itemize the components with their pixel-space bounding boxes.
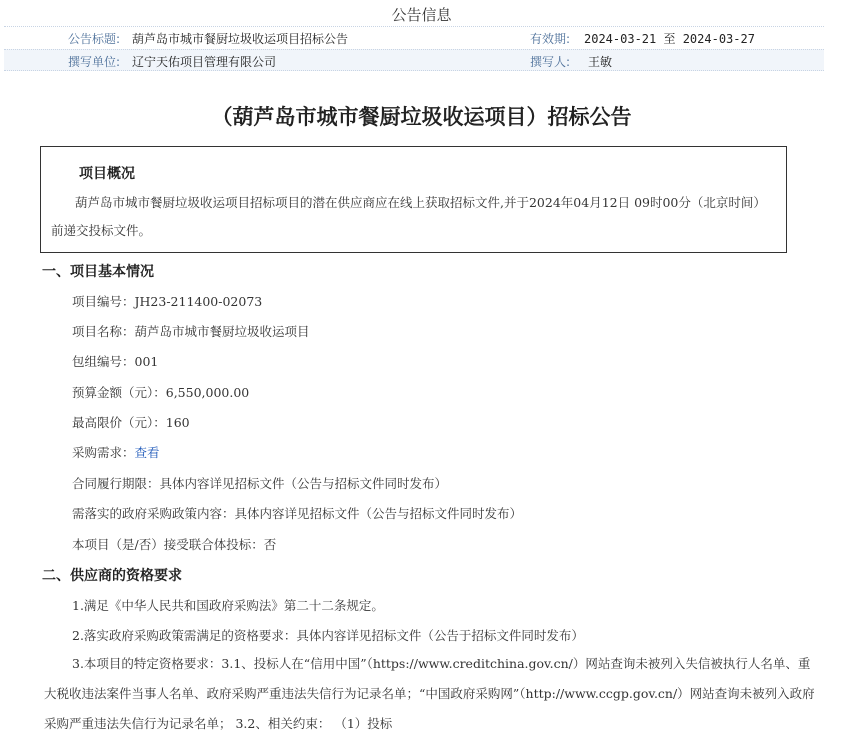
requirement-1: 1.满足《中华人民共和国政府采购法》第二十二条规定。	[72, 598, 384, 613]
budget-amount: 预算金额（元）：6,550,000.00	[72, 385, 250, 400]
contract-period: 合同履行期限：具体内容详见招标文件（公告与招标文件同时发布）	[72, 476, 448, 491]
author-value: 王敏	[588, 55, 613, 69]
requirement-2: 2.落实政府采购政策需满足的资格要求：具体内容详见招标文件（公告于招标文件同时发布）	[72, 628, 584, 643]
demand-view-link[interactable]: 查看	[134, 445, 160, 460]
info-row-author	[4, 49, 824, 71]
requirement-3: 3.本项目的特定资格要求：3.1、投标人在“信用中国”（https://www.creditchina.gov.cn/）网站查询未被列入失信被执行人名单、重大税收违法案件当事人名单、政府采购严重违法失信行为记录名单；“中国政府采购网”（http://www.ccgp.gov.cn/）网站查询未被列入政府采购严重违法失信行为记录名单； 3.2、相关约束： （1）投标	[44, 656, 815, 731]
package-number: 包组编号：001	[72, 354, 159, 369]
project-number: 项目编号：JH23-211400-02073	[72, 294, 263, 309]
demand-label: 采购需求：	[72, 445, 135, 460]
project-name: 项目名称：葫芦岛市城市餐厨垃圾收运项目	[72, 324, 310, 339]
author-label: 撰写人:	[530, 55, 571, 69]
overview-heading: 项目概况	[79, 166, 135, 182]
info-title: 公告信息	[391, 6, 452, 24]
page-title: （葫芦岛市城市餐厨垃圾收运项目）招标公告	[211, 104, 632, 129]
max-price: 最高限价（元）：160	[72, 415, 190, 430]
section2-heading: 二、供应商的资格要求	[42, 568, 182, 584]
notice-title-value: 葫芦岛市城市餐厨垃圾收运项目招标公告	[132, 32, 349, 46]
valid-period-label: 有效期:	[530, 32, 571, 46]
valid-period-value: 2024-03-21 至 2024-03-27	[584, 32, 755, 46]
demand-row	[72, 443, 160, 461]
consortium-bid: 本项目（是/否）接受联合体投标：否	[72, 537, 277, 552]
overview-box	[40, 146, 787, 253]
unit-label: 撰写单位:	[68, 55, 121, 69]
section1-heading: 一、项目基本情况	[42, 264, 154, 280]
info-row-title	[4, 26, 824, 48]
notice-title-label: 公告标题:	[68, 32, 121, 46]
policy-content: 需落实的政府采购政策内容：具体内容详见招标文件（公告与招标文件同时发布）	[72, 506, 523, 521]
unit-value: 辽宁天佑项目管理有限公司	[132, 55, 277, 69]
overview-text: 葫芦岛市城市餐厨垃圾收运项目招标项目的潜在供应商应在线上获取招标文件,并于2024年04月12日 09时00分（北京时间）前递交投标文件。	[51, 195, 766, 238]
